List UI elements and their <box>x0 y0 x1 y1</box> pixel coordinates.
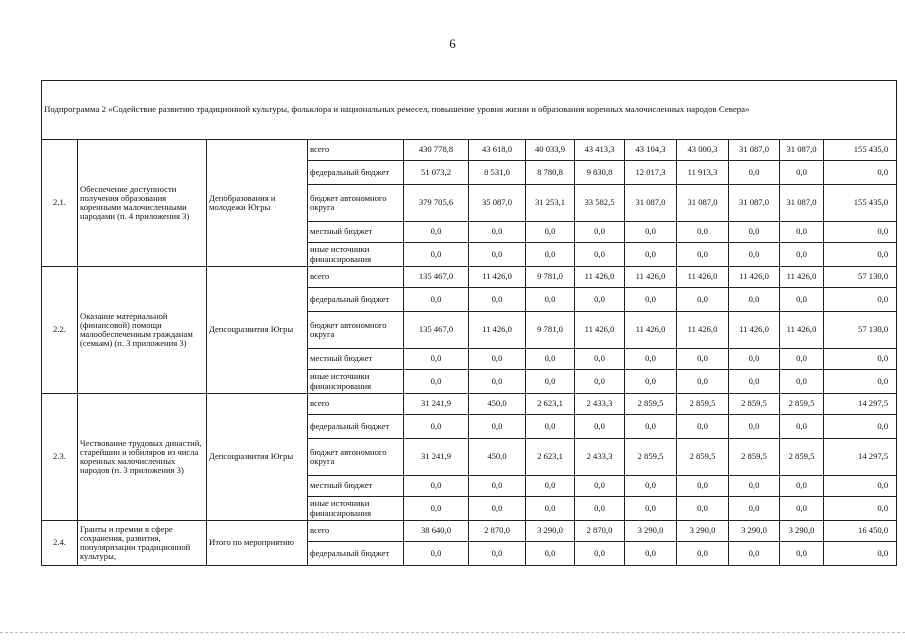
amount-cell: 430 778,8 <box>404 140 469 161</box>
amount-cell: 0,0 <box>677 542 729 566</box>
funding-source: всего <box>308 521 404 542</box>
amount-cell: 0,0 <box>469 370 526 394</box>
amount-cell: 14 297,5 <box>824 439 897 476</box>
amount-cell: 0,0 <box>729 161 780 185</box>
amount-cell: 0,0 <box>824 161 897 185</box>
amount-cell: 2 859,5 <box>677 394 729 415</box>
amount-cell: 43 618,0 <box>469 140 526 161</box>
amount-cell: 155 435,0 <box>824 185 897 222</box>
amount-cell: 43 000,3 <box>677 140 729 161</box>
amount-cell: 40 033,9 <box>526 140 575 161</box>
amount-cell: 0,0 <box>729 222 780 243</box>
amount-cell: 0,0 <box>404 222 469 243</box>
amount-cell: 11 913,3 <box>677 161 729 185</box>
amount-cell: 33 582,5 <box>575 185 625 222</box>
amount-cell: 11 426,0 <box>469 312 526 349</box>
amount-cell: 0,0 <box>526 497 575 521</box>
amount-cell: 0,0 <box>469 243 526 267</box>
amount-cell: 0,0 <box>526 476 575 497</box>
amount-cell: 0,0 <box>575 370 625 394</box>
amount-cell: 0,0 <box>780 415 824 439</box>
amount-cell: 0,0 <box>824 476 897 497</box>
amount-cell: 31 253,1 <box>526 185 575 222</box>
amount-cell: 11 426,0 <box>780 267 824 288</box>
funding-source: всего <box>308 394 404 415</box>
budget-table <box>41 80 897 566</box>
amount-cell: 0,0 <box>780 161 824 185</box>
funding-source: всего <box>308 267 404 288</box>
amount-cell: 11 426,0 <box>729 312 780 349</box>
amount-cell: 0,0 <box>729 370 780 394</box>
amount-cell: 0,0 <box>469 349 526 370</box>
amount-cell: 0,0 <box>575 415 625 439</box>
responsible-executor: Депсоцразвития Югры <box>207 394 308 521</box>
amount-cell: 51 073,2 <box>404 161 469 185</box>
table-row <box>42 394 897 415</box>
responsible-executor: Депобразования и молодежи Югры <box>207 140 308 267</box>
amount-cell: 0,0 <box>729 415 780 439</box>
amount-cell: 0,0 <box>469 288 526 312</box>
amount-cell: 2 433,3 <box>575 394 625 415</box>
amount-cell: 0,0 <box>404 349 469 370</box>
amount-cell: 31 087,0 <box>677 185 729 222</box>
amount-cell: 14 297,5 <box>824 394 897 415</box>
amount-cell: 0,0 <box>780 222 824 243</box>
amount-cell: 0,0 <box>469 542 526 566</box>
amount-cell: 0,0 <box>824 222 897 243</box>
amount-cell: 3 290,0 <box>729 521 780 542</box>
amount-cell: 0,0 <box>575 349 625 370</box>
amount-cell: 0,0 <box>729 243 780 267</box>
amount-cell: 2 859,5 <box>625 394 677 415</box>
amount-cell: 57 130,0 <box>824 312 897 349</box>
funding-source: бюджет автономного округа <box>308 185 404 222</box>
amount-cell: 0,0 <box>625 370 677 394</box>
amount-cell: 0,0 <box>729 476 780 497</box>
section-number: 2.2. <box>42 267 78 394</box>
section-number: 2.4. <box>42 521 78 566</box>
amount-cell: 0,0 <box>780 497 824 521</box>
activity-name: Гранты и премии в сфере сохранения, развития, популяризации традиционной культуры, <box>78 521 207 566</box>
amount-cell: 11 426,0 <box>780 312 824 349</box>
amount-cell: 0,0 <box>677 370 729 394</box>
scan-edge-line <box>0 632 905 633</box>
amount-cell: 2 870,0 <box>469 521 526 542</box>
amount-cell: 0,0 <box>625 349 677 370</box>
amount-cell: 11 426,0 <box>677 267 729 288</box>
amount-cell: 0,0 <box>625 476 677 497</box>
amount-cell: 450,0 <box>469 394 526 415</box>
amount-cell: 0,0 <box>677 222 729 243</box>
amount-cell: 0,0 <box>404 415 469 439</box>
amount-cell: 0,0 <box>404 497 469 521</box>
amount-cell: 0,0 <box>824 349 897 370</box>
amount-cell: 155 435,0 <box>824 140 897 161</box>
amount-cell: 0,0 <box>625 415 677 439</box>
amount-cell: 11 426,0 <box>575 267 625 288</box>
amount-cell: 0,0 <box>625 497 677 521</box>
amount-cell: 0,0 <box>526 542 575 566</box>
amount-cell: 0,0 <box>824 370 897 394</box>
amount-cell: 11 426,0 <box>625 312 677 349</box>
amount-cell: 0,0 <box>780 542 824 566</box>
amount-cell: 0,0 <box>404 542 469 566</box>
amount-cell: 0,0 <box>729 497 780 521</box>
amount-cell: 2 859,5 <box>729 394 780 415</box>
amount-cell: 8 531,0 <box>469 161 526 185</box>
amount-cell: 11 426,0 <box>625 267 677 288</box>
amount-cell: 16 450,0 <box>824 521 897 542</box>
table-row <box>42 140 897 161</box>
amount-cell: 0,0 <box>526 288 575 312</box>
amount-cell: 135 467,0 <box>404 267 469 288</box>
amount-cell: 35 087,0 <box>469 185 526 222</box>
amount-cell: 0,0 <box>729 542 780 566</box>
amount-cell: 2 859,5 <box>677 439 729 476</box>
amount-cell: 0,0 <box>469 497 526 521</box>
amount-cell: 3 290,0 <box>677 521 729 542</box>
funding-source: федеральный бюджет <box>308 161 404 185</box>
amount-cell: 2 859,5 <box>780 439 824 476</box>
amount-cell: 11 426,0 <box>677 312 729 349</box>
amount-cell: 2 870,0 <box>575 521 625 542</box>
amount-cell: 31 241,9 <box>404 394 469 415</box>
amount-cell: 31 087,0 <box>729 185 780 222</box>
activity-name: Обеспечение доступности получения образования коренными малочисленными народами (п. 4 приложения 3) <box>78 140 207 267</box>
amount-cell: 0,0 <box>677 476 729 497</box>
amount-cell: 43 104,3 <box>625 140 677 161</box>
funding-source: иные источники финансирования <box>308 243 404 267</box>
amount-cell: 31 241,9 <box>404 439 469 476</box>
amount-cell: 0,0 <box>824 288 897 312</box>
amount-cell: 2 859,5 <box>625 439 677 476</box>
amount-cell: 38 640,0 <box>404 521 469 542</box>
amount-cell: 0,0 <box>469 415 526 439</box>
amount-cell: 0,0 <box>575 542 625 566</box>
amount-cell: 0,0 <box>469 222 526 243</box>
amount-cell: 57 130,0 <box>824 267 897 288</box>
amount-cell: 9 781,0 <box>526 312 575 349</box>
amount-cell: 3 290,0 <box>780 521 824 542</box>
section-number: 2.3. <box>42 394 78 521</box>
amount-cell: 0,0 <box>729 349 780 370</box>
amount-cell: 0,0 <box>824 415 897 439</box>
amount-cell: 450,0 <box>469 439 526 476</box>
amount-cell: 2 623,1 <box>526 394 575 415</box>
funding-source: иные источники финансирования <box>308 497 404 521</box>
amount-cell: 0,0 <box>575 288 625 312</box>
funding-source: федеральный бюджет <box>308 542 404 566</box>
table-row <box>42 267 897 288</box>
amount-cell: 0,0 <box>824 542 897 566</box>
amount-cell: 2 623,1 <box>526 439 575 476</box>
amount-cell: 379 705,6 <box>404 185 469 222</box>
amount-cell: 0,0 <box>625 288 677 312</box>
funding-source: федеральный бюджет <box>308 288 404 312</box>
amount-cell: 3 290,0 <box>526 521 575 542</box>
funding-source: федеральный бюджет <box>308 415 404 439</box>
amount-cell: 11 426,0 <box>469 267 526 288</box>
amount-cell: 0,0 <box>780 349 824 370</box>
funding-source: местный бюджет <box>308 222 404 243</box>
subprogram-row <box>42 81 897 140</box>
amount-cell: 0,0 <box>575 222 625 243</box>
funding-source: бюджет автономного округа <box>308 439 404 476</box>
amount-cell: 0,0 <box>677 243 729 267</box>
amount-cell: 43 413,3 <box>575 140 625 161</box>
amount-cell: 0,0 <box>575 243 625 267</box>
amount-cell: 0,0 <box>404 288 469 312</box>
amount-cell: 0,0 <box>729 288 780 312</box>
amount-cell: 0,0 <box>780 288 824 312</box>
amount-cell: 31 087,0 <box>780 185 824 222</box>
amount-cell: 135 467,0 <box>404 312 469 349</box>
funding-source: всего <box>308 140 404 161</box>
amount-cell: 0,0 <box>526 370 575 394</box>
amount-cell: 2 859,5 <box>780 394 824 415</box>
amount-cell: 31 087,0 <box>780 140 824 161</box>
funding-source: бюджет автономного округа <box>308 312 404 349</box>
amount-cell: 2 859,5 <box>729 439 780 476</box>
amount-cell: 8 780,8 <box>526 161 575 185</box>
responsible-executor: Депсоцразвития Югры <box>207 267 308 394</box>
amount-cell: 0,0 <box>469 476 526 497</box>
amount-cell: 0,0 <box>526 415 575 439</box>
amount-cell: 0,0 <box>780 243 824 267</box>
amount-cell: 11 426,0 <box>575 312 625 349</box>
amount-cell: 0,0 <box>526 349 575 370</box>
amount-cell: 3 290,0 <box>625 521 677 542</box>
amount-cell: 0,0 <box>677 415 729 439</box>
table-row <box>42 521 897 542</box>
amount-cell: 0,0 <box>575 497 625 521</box>
amount-cell: 9 781,0 <box>526 267 575 288</box>
section-number: 2.1. <box>42 140 78 267</box>
funding-source: местный бюджет <box>308 476 404 497</box>
page-number: 6 <box>449 36 456 51</box>
amount-cell: 0,0 <box>404 370 469 394</box>
subprogram-title: Подпрограмма 2 «Содействие развитию традиционной культуры, фольклора и национальных ремесел, повышение уровня жизни и образования коренных малочисленных народов Севера» <box>42 81 897 140</box>
amount-cell: 0,0 <box>824 497 897 521</box>
amount-cell: 0,0 <box>625 243 677 267</box>
amount-cell: 9 830,8 <box>575 161 625 185</box>
amount-cell: 0,0 <box>625 542 677 566</box>
amount-cell: 0,0 <box>404 476 469 497</box>
amount-cell: 0,0 <box>824 243 897 267</box>
amount-cell: 0,0 <box>526 222 575 243</box>
responsible-executor: Итого по мероприятию <box>207 521 308 566</box>
funding-source: иные источники финансирования <box>308 370 404 394</box>
amount-cell: 12 017,3 <box>625 161 677 185</box>
amount-cell: 0,0 <box>780 370 824 394</box>
amount-cell: 0,0 <box>625 222 677 243</box>
activity-name: Оказание материальной (финансовой) помощи малообеспеченным гражданам (семьям) (п. 3 приложения 3) <box>78 267 207 394</box>
amount-cell: 0,0 <box>677 497 729 521</box>
amount-cell: 0,0 <box>575 476 625 497</box>
amount-cell: 0,0 <box>677 288 729 312</box>
table-body <box>42 81 897 566</box>
funding-source: местный бюджет <box>308 349 404 370</box>
amount-cell: 31 087,0 <box>729 140 780 161</box>
amount-cell: 0,0 <box>677 349 729 370</box>
amount-cell: 11 426,0 <box>729 267 780 288</box>
activity-name: Чествование трудовых династий, старейшин и юбиляров из числа коренных малочисленных народов (п. 3 приложения 3) <box>78 394 207 521</box>
amount-cell: 0,0 <box>526 243 575 267</box>
amount-cell: 0,0 <box>780 476 824 497</box>
amount-cell: 2 433,3 <box>575 439 625 476</box>
amount-cell: 0,0 <box>404 243 469 267</box>
amount-cell: 31 087,0 <box>625 185 677 222</box>
